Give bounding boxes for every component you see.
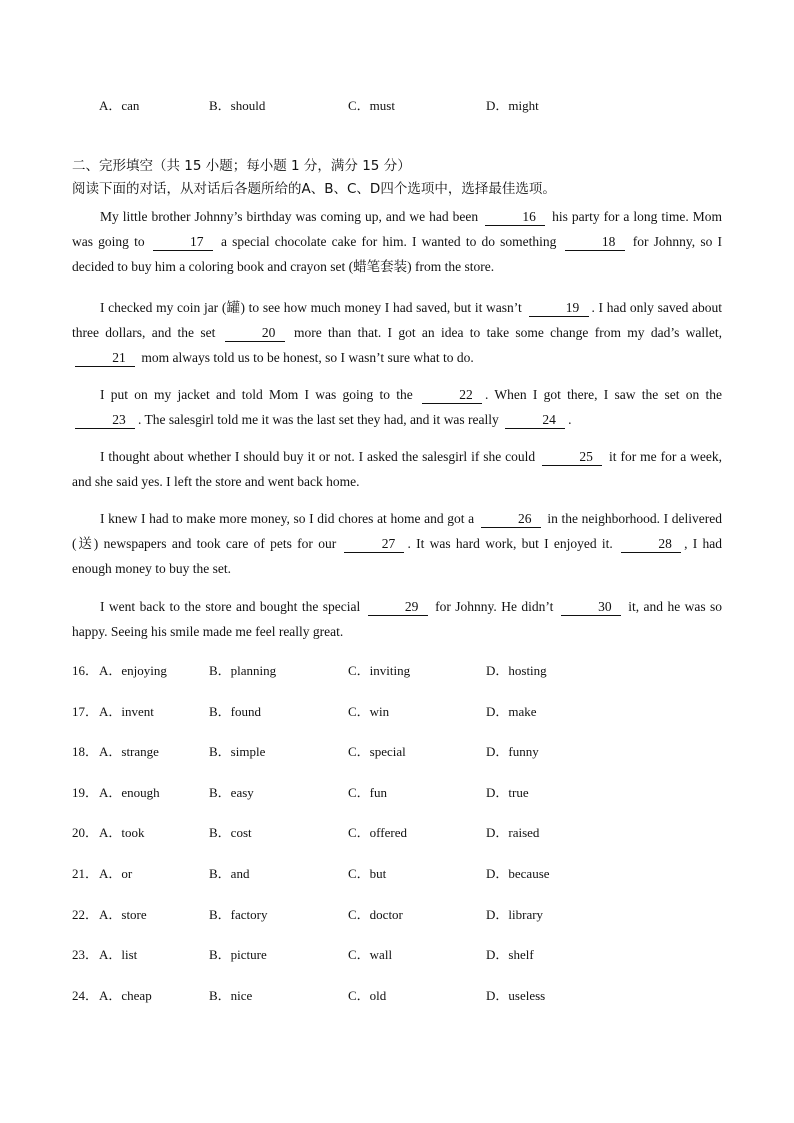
option-c: C．but [348,866,387,881]
passage-text: I went back to the store and bought the special [100,599,361,614]
passage-text: . When I got there, I saw the set on the [485,387,722,402]
option-d: D．library [486,907,544,922]
passage-text: I checked my coin jar (罐) to see how much money I had saved, but it wasn’t [100,300,522,315]
question-21 [72,863,732,881]
option-d: D．funny [486,744,539,759]
blank-25: 25 [542,449,602,466]
question-18 [72,741,732,759]
option-a: A．cheap [99,988,152,1003]
option-c: C．special [348,744,406,759]
passage-text: for Johnny. He didn’t [435,599,554,614]
option-d: D．make [486,704,537,719]
passage-text: I put on my jacket and told Mom I was going to the [100,387,413,402]
option-d: D．because [486,866,550,881]
passage-text: a special chocolate cake for him. I wanted to do something [220,234,557,249]
passage-text: I thought about whether I should buy it or not. I asked the salesgirl if she could [100,449,536,464]
option-c: C．inviting [348,663,411,678]
question-number: 20． [72,825,99,840]
option-d: D．true [486,785,529,800]
option-b: B．cost [209,825,252,840]
question-20 [72,822,732,840]
option-b: B．planning [209,663,277,678]
option-c: C．doctor [348,907,403,922]
blank-17: 17 [153,234,213,251]
question-number: 21． [72,866,99,881]
passage-text: in the neighborhood. I delivered (送) newspapers and took care of pets for our [72,511,722,551]
passage-paragraph-4 [72,444,722,494]
question-17 [72,701,732,719]
option-c: C．must [348,98,395,113]
blank-16: 16 [485,209,545,226]
blank-30: 30 [561,599,621,616]
passage-text: it, and he was so happy. Seeing his smile made me feel really great. [72,599,723,639]
question-number: 16． [72,663,99,678]
question-22 [72,904,732,922]
option-b: B．found [209,704,262,719]
blank-19: 19 [529,300,589,317]
option-b: B．factory [209,907,268,922]
question-number: 22． [72,907,99,922]
passage-text: My little brother Johnny’s birthday was coming up, and we had been [100,209,479,224]
blank-28: 28 [621,536,681,553]
section-title: 二、完形填空（共 15 小题；每小题 1 分，满分 15 分） [72,158,411,174]
passage-paragraph-6 [72,594,722,644]
passage-text: . [568,412,572,427]
question-number: 17． [72,704,99,719]
question-number: 24． [72,988,99,1003]
question-number: 18． [72,744,99,759]
passage-text: I knew I had to make more money, so I did chores at home and got a [100,511,475,526]
option-c: C．wall [348,947,393,962]
option-a: A．store [99,907,147,922]
option-d: D．hosting [486,663,547,678]
passage-text: . I had only saved about three dollars, and the set [72,300,723,340]
passage-text: for Johnny, so I decided to buy him a coloring book and crayon set (蜡笔套装) from the store. [72,234,723,274]
blank-27: 27 [344,536,404,553]
option-d: D．shelf [486,947,534,962]
passage-text: . The salesgirl told me it was the last set they had, and it was really [138,412,499,427]
option-a: A．invent [99,704,154,719]
passage-text: his party for a long time. Mom was going to [72,209,723,249]
option-b: B．picture [209,947,267,962]
passage-paragraph-1 [72,204,722,279]
question-16 [72,660,732,678]
blank-21: 21 [75,350,135,367]
previous-question-options [72,95,732,113]
option-a: A．list [99,947,138,962]
option-a: A．can [99,98,140,113]
option-a: A．took [99,825,145,840]
option-b: B．and [209,866,250,881]
blank-22: 22 [422,387,482,404]
passage-paragraph-2 [72,295,722,370]
question-number: 23． [72,947,99,962]
option-c: C．fun [348,785,388,800]
question-number: 19． [72,785,99,800]
blank-26: 26 [481,511,541,528]
question-23 [72,944,732,962]
blank-20: 20 [225,325,285,342]
question-24 [72,985,732,1003]
option-c: C．win [348,704,390,719]
blank-18: 18 [565,234,625,251]
passage-text: mom always told us to be honest, so I wasn’t sure what to do. [141,350,474,365]
option-a: A．enough [99,785,160,800]
passage-text: , I had enough money to buy the set. [72,536,722,576]
blank-24: 24 [505,412,565,429]
blank-23: 23 [75,412,135,429]
passage-text: more than that. I got an idea to take some change from my dad’s wallet, [294,325,723,340]
option-d: D．useless [486,988,546,1003]
passage-paragraph-5 [72,506,722,581]
option-b: B．nice [209,988,253,1003]
option-b: B．should [209,98,266,113]
section-instruction: 阅读下面的对话，从对话后各题所给的A、B、C、D四个选项中，选择最佳选项。 [72,181,556,197]
option-b: B．simple [209,744,266,759]
passage-paragraph-3 [72,382,722,432]
blank-29: 29 [368,599,428,616]
passage-text: . It was hard work, but I enjoyed it. [407,536,613,551]
option-a: A．enjoying [99,663,167,678]
question-19 [72,782,732,800]
option-c: C．old [348,988,387,1003]
passage-text: it for me for a week, and she said yes. I left the store and went back home. [72,449,723,489]
option-a: A．or [99,866,133,881]
option-d: D．raised [486,825,540,840]
option-a: A．strange [99,744,159,759]
option-b: B．easy [209,785,254,800]
option-d: D．might [486,98,539,113]
option-c: C．offered [348,825,407,840]
